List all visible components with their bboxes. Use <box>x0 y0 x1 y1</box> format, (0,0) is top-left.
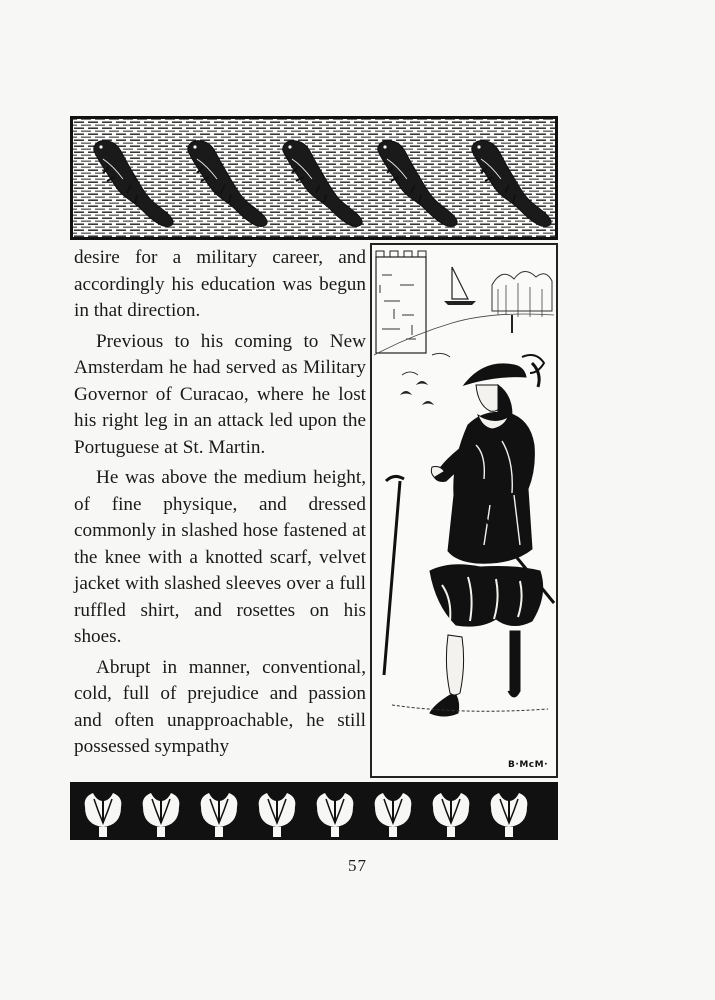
paragraph: He was above the medium height, of fine physique, and dressed commonly in slashed hose fastened at the knee with a knotted scarf, velvet jacket with slashed sleeves over a full ruffled shirt, and rosettes on his shoes. <box>74 467 366 647</box>
stuyvesant-figure-icon <box>384 355 554 716</box>
tulip-icon <box>259 793 296 837</box>
trees-icon <box>492 271 552 333</box>
top-beaver-border <box>70 116 558 240</box>
paragraph: Previous to his coming to New Amsterdam he had served as Military Governor of Curacao, where he lost his right leg in an attack led upon the Portuguese at St. Martin. <box>74 330 366 458</box>
page-number: 57 <box>348 856 367 875</box>
fort-tower-icon <box>376 251 426 353</box>
tulip-icon <box>491 793 528 837</box>
tulip-icon <box>201 793 238 837</box>
paragraph: desire for a military career, and accordingly his education was begun in that direction. <box>74 247 366 321</box>
sailboat-icon <box>444 267 476 305</box>
tulip-icon <box>375 793 412 837</box>
body-text <box>74 245 366 761</box>
beaver-icon <box>83 129 179 231</box>
bird-icon <box>400 381 434 405</box>
stuyvesant-illustration <box>370 243 558 778</box>
paragraph: Abrupt in manner, conventional, cold, full of prejudice and passion and often unapproachable, he still possessed sympathy <box>74 656 366 757</box>
tulip-icon <box>317 793 354 837</box>
tulip-icon <box>85 793 122 837</box>
illustrator-signature: B·McM· <box>508 760 548 770</box>
tulip-icon <box>433 793 470 837</box>
tulip-icon <box>143 793 180 837</box>
illustration-art <box>372 245 556 776</box>
tulip-border-art <box>73 785 555 837</box>
bottom-tulip-border <box>70 782 558 840</box>
beaver-border-art <box>73 119 555 237</box>
